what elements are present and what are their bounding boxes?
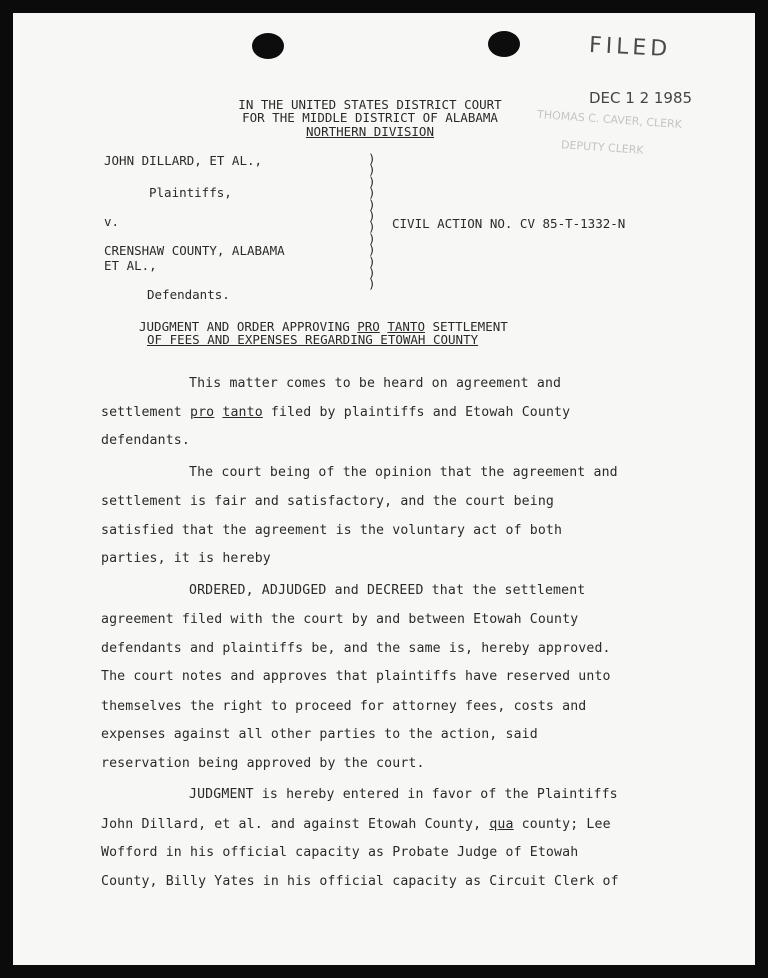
- plaintiff-role: Plaintiffs,: [149, 185, 232, 200]
- body-line: agreement filed with the court by and between Etowah County: [101, 612, 579, 627]
- order-title-line-2: OF FEES AND EXPENSES REGARDING ETOWAH COUNTY: [147, 332, 479, 347]
- body-line: parties, it is hereby: [101, 551, 271, 566]
- plaintiff-name: JOHN DILLARD, ET AL.,: [104, 153, 263, 168]
- punch-hole-left: [252, 33, 284, 59]
- body-line: defendants.: [101, 433, 190, 448]
- clerk-stamp-faint: THOMAS C. CAVER, CLERK: [536, 107, 683, 132]
- defendant-name-line-2: ET AL.,: [104, 258, 157, 273]
- versus-label: v.: [104, 214, 120, 229]
- document-page: [13, 13, 755, 965]
- body-line: satisfied that the agreement is the voluntary act of both: [101, 523, 563, 538]
- body-line: Wofford in his official capacity as Probate Judge of Etowah: [101, 845, 579, 860]
- body-line: settlement pro tanto filed by plaintiffs and Etowah County: [101, 405, 571, 420]
- body-line: John Dillard, et al. and against Etowah County, qua county; Lee: [101, 817, 611, 832]
- body-line: themselves the right to proceed for attorney fees, costs and: [101, 699, 587, 714]
- body-line: expenses against all other parties to the action, said: [101, 727, 538, 742]
- body-line: JUDGMENT is hereby entered in favor of the Plaintiffs: [189, 787, 618, 802]
- body-line: This matter comes to be heard on agreement and: [189, 376, 562, 391]
- body-line: ORDERED, ADJUDGED and DECREED that the settlement: [189, 583, 586, 598]
- body-line: defendants and plaintiffs be, and the same is, hereby approved.: [101, 641, 611, 656]
- defendant-name-line-1: CRENSHAW COUNTY, ALABAMA: [104, 243, 285, 258]
- order-title-line-1: JUDGMENT AND ORDER APPROVING PRO TANTO SETTLEMENT: [139, 319, 508, 334]
- body-line: The court notes and approves that plaintiffs have reserved unto: [101, 669, 611, 684]
- body-line: settlement is fair and satisfactory, and the court being: [101, 494, 555, 509]
- court-header-line-2: FOR THE MIDDLE DISTRICT OF ALABAMA: [242, 110, 498, 125]
- caption-bracket: ) ) ) ) ) ) ) ) ) ) ) ): [368, 151, 376, 292]
- body-line: County, Billy Yates in his official capacity as Circuit Clerk of: [101, 874, 619, 889]
- filed-date-stamp: DEC 1 2 1985: [589, 89, 693, 107]
- filed-stamp: FILED: [588, 32, 672, 63]
- body-line: reservation being approved by the court.: [101, 756, 425, 771]
- court-header-line-3: NORTHERN DIVISION: [306, 124, 434, 139]
- court-header-line-1: IN THE UNITED STATES DISTRICT COURT: [238, 97, 502, 112]
- civil-action-number: CIVIL ACTION NO. CV 85-T-1332-N: [392, 216, 626, 231]
- punch-hole-right: [488, 31, 520, 57]
- body-line: The court being of the opinion that the agreement and: [189, 465, 618, 480]
- deputy-stamp-faint: DEPUTY CLERK: [560, 138, 645, 157]
- defendant-role: Defendants.: [147, 287, 230, 302]
